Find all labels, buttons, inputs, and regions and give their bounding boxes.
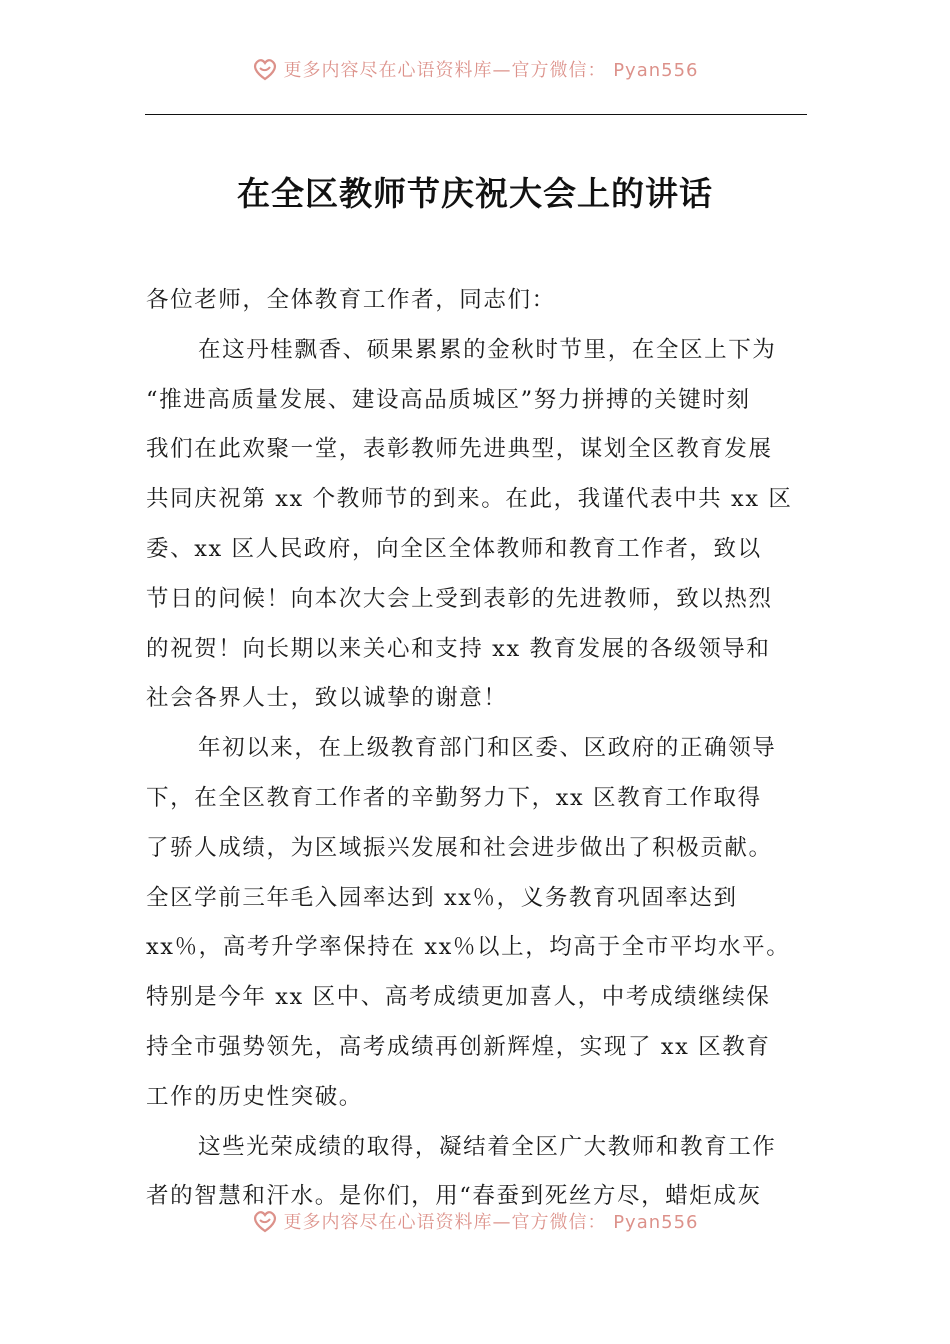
document-body [146, 276, 806, 1222]
text-line: 了骄人成绩，为区域振兴发展和社会进步做出了积极贡献。 [146, 834, 773, 861]
watermark-text: 更多内容尽在心语资料库—官方微信： Pyan556 [283, 1212, 699, 1233]
watermark-text: 更多内容尽在心语资料库—官方微信： Pyan556 [283, 60, 699, 81]
text-line: “推进高质量发展、建设高品质城区”努力拼搏的关键时刻 [146, 386, 751, 413]
text-line: 全区学前三年毛入园率达到 xx％，义务教育巩固率达到 [146, 884, 738, 911]
text-line: xx％，高考升学率保持在 xx％以上，均高于全市平均水平。 [146, 934, 791, 961]
text-line: 工作的历史性突破。 [146, 1083, 363, 1110]
text-line: 这些光荣成绩的取得，凝结着全区广大教师和教育工作 [198, 1133, 777, 1160]
text-line: 年初以来，在上级教育部门和区委、区政府的正确领导 [198, 735, 777, 762]
text-line: 社会各界人士，致以诚挚的谢意！ [146, 685, 508, 712]
watermark-header [0, 54, 950, 84]
text-line: 持全市强势领先，高考成绩再创新辉煌，实现了 xx 区教育 [146, 1033, 771, 1060]
text-line: 在这丹桂飘香、硕果累累的金秋时节里，在全区上下为 [198, 336, 777, 363]
heart-logo-icon [251, 57, 279, 81]
text-line: 特别是今年 xx 区中、高考成绩更加喜人，中考成绩继续保 [146, 984, 771, 1011]
text-line: 下，在全区教育工作者的辛勤努力下，xx 区教育工作取得 [146, 784, 762, 811]
text-line: 我们在此欢聚一堂，表彰教师先进典型，谋划全区教育发展 [146, 436, 773, 463]
watermark-footer [0, 1206, 950, 1236]
heart-logo-icon [251, 1209, 279, 1233]
text-line: 各位老师，全体教育工作者，同志们： [146, 287, 556, 313]
text-line: 者的智慧和汗水。是你们，用“春蚕到死丝方尽，蜡炬成灰 [146, 1183, 762, 1210]
text-line: 共同庆祝第 xx 个教师节的到来。在此，我谨代表中共 xx 区 [146, 486, 793, 513]
document-title: 在全区教师节庆祝大会上的讲话 [237, 174, 713, 213]
header-rule [145, 114, 807, 115]
text-line: 的祝贺！向长期以来关心和支持 xx 教育发展的各级领导和 [146, 635, 771, 662]
text-line: 节日的问候！向本次大会上受到表彰的先进教师，致以热烈 [146, 585, 773, 612]
text-line: 委、xx 区人民政府，向全区全体教师和教育工作者，致以 [146, 535, 762, 562]
